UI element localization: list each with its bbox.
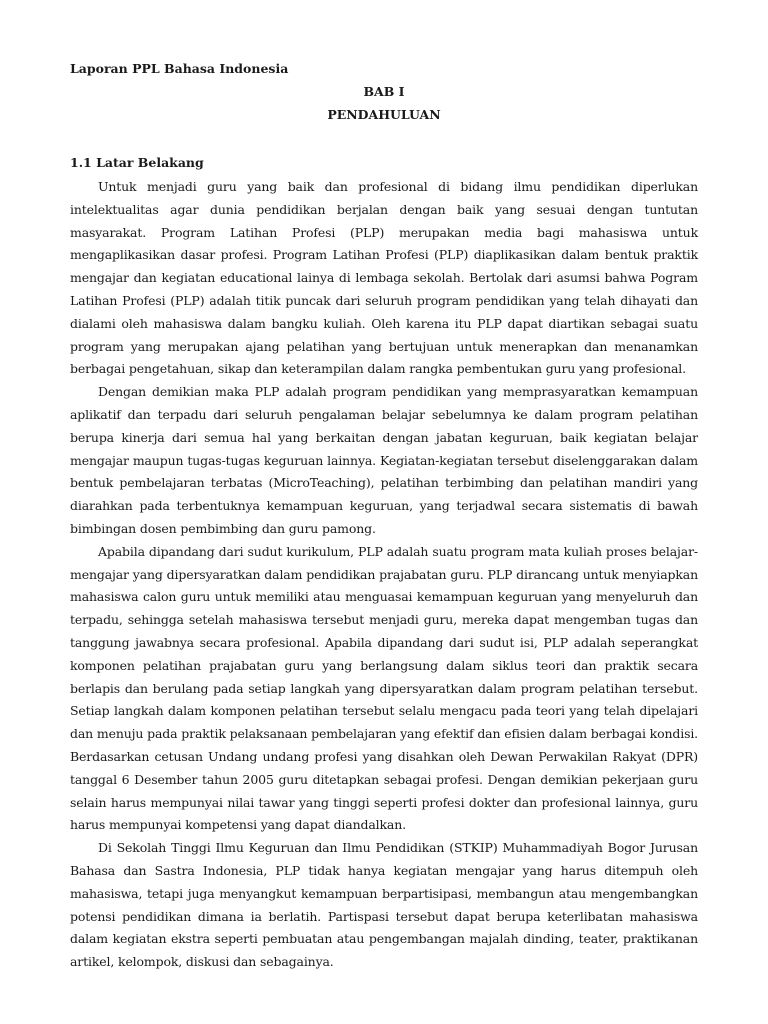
paragraph-1: Untuk menjadi guru yang baik dan profesional di bidang ilmu pendidikan diperlukan intelektualitas agar dunia pendidikan berjalan dengan baik yang sesuai dengan tuntutan masyarakat. Program Latihan Profesi (PLP) merupakan media bagi mahasiswa untuk mengaplikasikan dasar profesi. Program Latihan Profesi (PLP) diaplikasikan dalam bentuk praktik mengajar dan kegiatan educational lainya di lembaga sekolah. Bertolak dari asumsi bahwa Pogram Latihan Profesi (PLP) adalah titik puncak dari seluruh program pendidikan yang telah dihayati dan dialami oleh mahasiswa dalam bangku kuliah. Oleh karena itu PLP dapat diartikan sebagai suatu program yang merupakan ajang pelatihan yang bertujuan untuk menerapkan dan menanamkan berbagai pengetahuan, sikap dan keterampilan dalam rangka pembentukan guru yang profesional.	[70, 179, 698, 377]
chapter-number: BAB I	[363, 84, 405, 99]
section-heading: 1.1 Latar Belakang	[70, 155, 204, 170]
document-header-title: Laporan PPL Bahasa Indonesia	[70, 61, 289, 76]
paragraph-4: Di Sekolah Tinggi Ilmu Keguruan dan Ilmu Pendidikan (STKIP) Muhammadiyah Bogor Jurusan Bahasa dan Sastra Indonesia, PLP tidak hanya kegiatan mengajar yang harus ditempuh oleh mahasiswa, tetapi juga menyangkut kemampuan berpartisipasi, membangun atau mengembangkan potensi pendidikan dimana ia berlatih. Partispasi tersebut dapat berupa keterlibatan mahasiswa dalam kegiatan ekstra seperti pembuatan atau pengembangan majalah dinding, teater, praktikanan artikel, kelompok, diskusi dan sebagainya.	[70, 840, 698, 970]
paragraph-2: Dengan demikian maka PLP adalah program pendidikan yang memprasyaratkan kemampuan aplikatif dan terpadu dari seluruh pengalaman belajar sebelumnya ke dalam program pelatihan berupa kinerja dari semua hal yang berkaitan dengan jabatan keguruan, baik kegiatan belajar mengajar maupun tugas-tugas keguruan lainnya. Kegiatan-kegiatan tersebut diselenggarakan dalam bentuk pembelajaran terbatas (MicroTeaching), pelatihan terbimbing dan pelatihan mandiri yang diarahkan pada terbentuknya kemampuan keguruan, yang terjadwal secara sistematis di bawah bimbingan dosen pembimbing dan guru pamong.	[70, 384, 698, 536]
document-page	[70, 60, 698, 974]
chapter-title: PENDAHULUAN	[327, 107, 441, 122]
paragraph-3: Apabila dipandang dari sudut kurikulum, PLP adalah suatu program mata kuliah proses belajar-mengajar yang dipersyaratkan dalam pendidikan prajabatan guru. PLP dirancang untuk menyiapkan mahasiswa calon guru untuk memiliki atau menguasai kemampuan keguruan yang menyeluruh dan terpadu, sehingga setelah mahasiswa tersebut menjadi guru, mereka dapat mengemban tugas dan tanggung jawabnya secara profesional. Apabila dipandang dari sudut isi, PLP adalah seperangkat komponen pelatihan prajabatan guru yang berlangsung dalam siklus teori dan praktik secara berlapis dan berulang pada setiap langkah yang dipersyaratkan dalam program pelatihan tersebut. Setiap langkah dalam komponen pelatihan tersebut selalu mengacu pada teori yang telah dipelajari dan menuju pada praktik pelaksanaan pembelajaran yang efektif dan efisien dalam berbagai kondisi. Berdasarkan cetusan Undang undang profesi yang disahkan oleh Dewan Perwakilan Rakyat (DPR) tanggal 6 Desember tahun 2005 guru ditetapkan sebagai profesi. Dengan demikian pekerjaan guru selain harus mempunyai nilai tawar yang tinggi seperti profesi dokter dan profesional lainnya, guru harus mempunyai kompetensi yang dapat diandalkan.	[70, 543, 698, 833]
